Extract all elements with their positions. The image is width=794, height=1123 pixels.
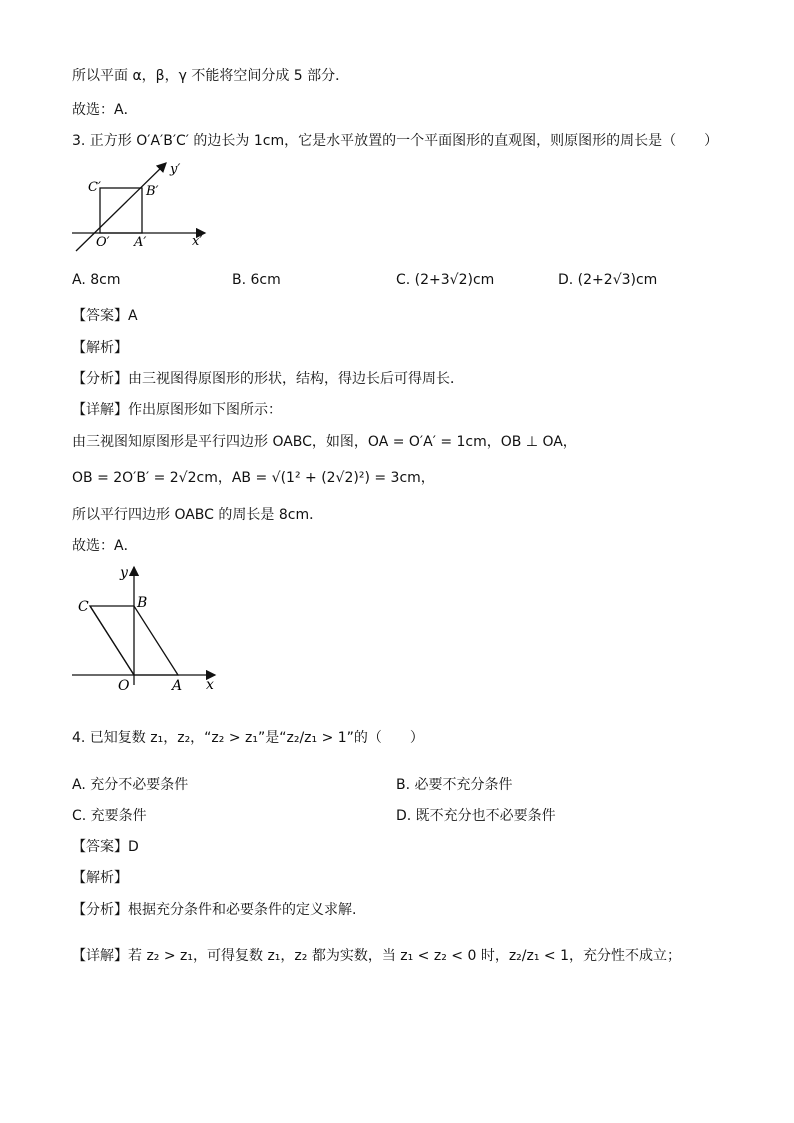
question-3: 3. 正方形 O′A′B′C′ 的边长为 1cm，它是水平放置的一个平面图形的直观图，则原图形的周长是（ ） (72, 133, 719, 149)
fenxi-line (72, 900, 356, 920)
text-line: 所以平面 α，β，γ 不能将空间分成 5 部分． (72, 68, 350, 84)
analysis-tag: 【解析】 (72, 870, 128, 886)
xiangjie-text: 若 z₂ > z₁，可得复数 z₁，z₂ 都为实数，当 z₁ < z₂ < 0 时，z₂/z₁ < 1，充分性不成立； (128, 948, 681, 964)
figure-original (70, 563, 230, 698)
option-d: D. (2+2√3)cm (558, 272, 658, 288)
xiangjie-tag: 【详解】 (72, 948, 128, 964)
xiangjie-text: 作出原图形如下图所示： (128, 402, 282, 418)
analysis-tag: 【解析】 (72, 340, 128, 356)
label-b-prime: B′ (146, 184, 159, 199)
fenxi-text: 根据充分条件和必要条件的定义求解. (128, 902, 357, 918)
answer-value: A (128, 308, 138, 324)
fenxi-tag: 【分析】 (72, 371, 128, 387)
label-o: O (118, 678, 130, 694)
xiangjie-tag: 【详解】 (72, 402, 128, 418)
label-a: A (172, 678, 183, 694)
fenxi-line (72, 369, 464, 389)
side-oc (90, 606, 134, 675)
label-c-prime: C′ (88, 180, 101, 195)
square (100, 188, 142, 233)
label-c: C (78, 599, 89, 615)
text-line: 所以平行四边形 OABC 的周长是 8cm． (72, 507, 324, 523)
option-b: B. 6cm (232, 272, 281, 288)
option-a: A. 充分不必要条件 (72, 777, 189, 793)
text-line: 故选：A． (72, 102, 138, 118)
label-a-prime: A′ (134, 235, 147, 250)
answer-tag: 【答案】 (72, 308, 128, 324)
label-o-prime: O′ (96, 235, 110, 250)
text-line: 故选：A． (72, 538, 138, 554)
option-b: B. 必要不充分条件 (396, 777, 513, 793)
answer-value: D (128, 839, 139, 855)
xiangjie-line (72, 946, 681, 966)
fenxi-tag: 【分析】 (72, 902, 128, 918)
answer-line (72, 306, 138, 326)
label-b: B (137, 595, 148, 611)
answer-tag: 【答案】 (72, 839, 128, 855)
label-y: y (120, 565, 128, 581)
question-4: 4. 已知复数 z₁，z₂，“z₂ > z₁”是“z₂/z₁ > 1”的（ ） (72, 730, 424, 746)
xiangjie-line (72, 400, 282, 420)
figure-oblique-view (70, 155, 220, 255)
text-line: 由三视图知原图形是平行四边形 OABC，如图，OA = O′A′ = 1cm，OB ⊥ OA， (72, 434, 577, 450)
label-y-prime: y′ (170, 162, 181, 177)
answer-line (72, 837, 139, 857)
option-c: C. (2+3√2)cm (396, 272, 495, 288)
fenxi-text: 由三视图得原图形的形状，结构，得边长后可得周长． (128, 371, 464, 387)
label-x: x (206, 677, 214, 693)
option-c: C. 充要条件 (72, 808, 147, 824)
label-x-prime: x′ (192, 234, 203, 249)
y-axis (76, 163, 166, 251)
text-line: OB = 2O′B′ = 2√2cm，AB = √(1² + (2√2)²) = 3cm， (72, 470, 435, 486)
option-d: D. 既不充分也不必要条件 (396, 808, 556, 824)
option-a: A. 8cm (72, 272, 121, 288)
